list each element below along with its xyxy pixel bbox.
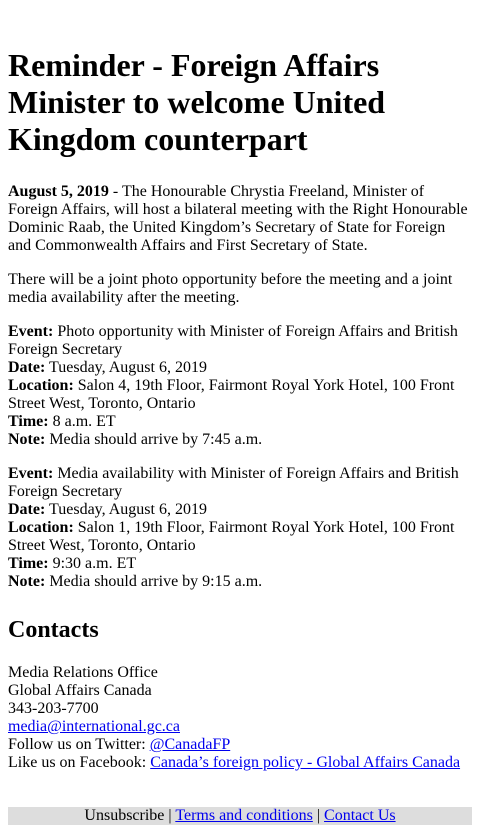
date-line <box>8 359 472 377</box>
location-line <box>8 519 472 555</box>
event-value: Photo opportunity with Minister of Foreign Affairs and British Foreign Secretary <box>8 323 458 358</box>
lead-paragraph <box>8 183 472 255</box>
location-label: Location: <box>8 519 74 536</box>
event-block-1 <box>8 323 472 449</box>
date-label: Date: <box>8 359 46 376</box>
time-line <box>8 413 472 431</box>
event-label: Event: <box>8 465 54 482</box>
event-block-2 <box>8 465 472 591</box>
event-line <box>8 465 472 501</box>
time-label: Time: <box>8 413 49 430</box>
note-label: Note: <box>8 573 46 590</box>
contacts-block <box>8 664 472 772</box>
contact-org: Global Affairs Canada <box>8 682 152 699</box>
facebook-link[interactable]: Canada’s foreign policy - Global Affairs Canada <box>150 754 461 771</box>
footer-separator: | <box>164 807 176 824</box>
location-label: Location: <box>8 377 74 394</box>
event-line <box>8 323 472 359</box>
facebook-line <box>8 754 472 772</box>
time-line <box>8 555 472 573</box>
terms-link[interactable]: Terms and conditions <box>175 807 313 824</box>
time-value: 9:30 a.m. ET <box>48 555 137 572</box>
time-value: 8 a.m. ET <box>48 413 116 430</box>
contacts-heading: Contacts <box>8 617 99 643</box>
date-value: Tuesday, August 6, 2019 <box>45 359 207 376</box>
contact-phone: 343-203-7700 <box>8 700 99 717</box>
photo-note: There will be a joint photo opportunity before the meeting and a joint media availability after the meeting. <box>8 271 453 306</box>
note-label: Note: <box>8 431 46 448</box>
contact-office: Media Relations Office <box>8 664 158 681</box>
location-line <box>8 377 472 413</box>
note-value: Media should arrive by 7:45 a.m. <box>45 431 263 448</box>
contact-us-link[interactable]: Contact Us <box>324 807 396 824</box>
date-value: Tuesday, August 6, 2019 <box>45 501 207 518</box>
date-line <box>8 501 472 519</box>
twitter-link[interactable]: @CanadaFP <box>149 736 231 753</box>
footer-separator: | <box>312 807 325 824</box>
twitter-prefix: Follow us on Twitter: <box>8 736 150 753</box>
facebook-prefix: Like us on Facebook: <box>8 754 151 771</box>
note-line <box>8 431 472 449</box>
date-label: Date: <box>8 501 46 518</box>
time-label: Time: <box>8 555 49 572</box>
location-value: Salon 4, 19th Floor, Fairmont Royal York Hotel, 100 Front Street West, Toronto, Ontario <box>8 377 455 412</box>
unsubscribe-text[interactable]: Unsubscribe <box>84 807 165 824</box>
lead-text: - The Honourable Chrystia Freeland, Minister of Foreign Affairs, will host a bilateral meeting with the Right Honourable Dominic Raab, the United Kingdom’s Secretary of State for Foreign and Commonwealth Affairs and First Secretary of State. <box>8 183 468 254</box>
note-line <box>8 573 472 591</box>
contact-email-line <box>8 718 472 736</box>
lead-date: August 5, 2019 <box>8 183 109 200</box>
contact-email-link[interactable]: media@international.gc.ca <box>8 718 180 735</box>
location-value: Salon 1, 19th Floor, Fairmont Royal York Hotel, 100 Front Street West, Toronto, Ontario <box>8 519 455 554</box>
twitter-line <box>8 736 472 754</box>
footer-bar <box>8 807 472 825</box>
event-value: Media availability with Minister of Foreign Affairs and British Foreign Secretary <box>8 465 459 500</box>
note-value: Media should arrive by 9:15 a.m. <box>45 573 263 590</box>
page-title: Reminder - Foreign Affairs Minister to welcome United Kingdom counterpart <box>8 47 386 157</box>
event-label: Event: <box>8 323 54 340</box>
